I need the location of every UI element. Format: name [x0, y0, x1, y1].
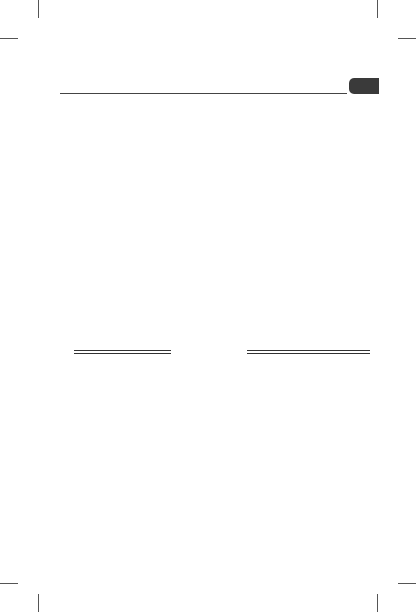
heading-rule-left — [74, 350, 171, 354]
numbered-list-bottom — [80, 368, 370, 370]
crop-mark — [377, 594, 378, 612]
running-header — [60, 80, 416, 94]
section-heading — [74, 343, 370, 361]
crop-mark — [398, 583, 416, 584]
crop-mark — [0, 583, 18, 584]
crop-mark — [377, 0, 378, 18]
page-number-badge — [349, 78, 379, 94]
crop-mark — [0, 38, 18, 39]
crop-mark — [398, 38, 416, 39]
heading-rule-right — [247, 350, 370, 354]
crop-mark — [38, 0, 39, 18]
crop-mark — [38, 594, 39, 612]
header-rule — [60, 93, 347, 94]
